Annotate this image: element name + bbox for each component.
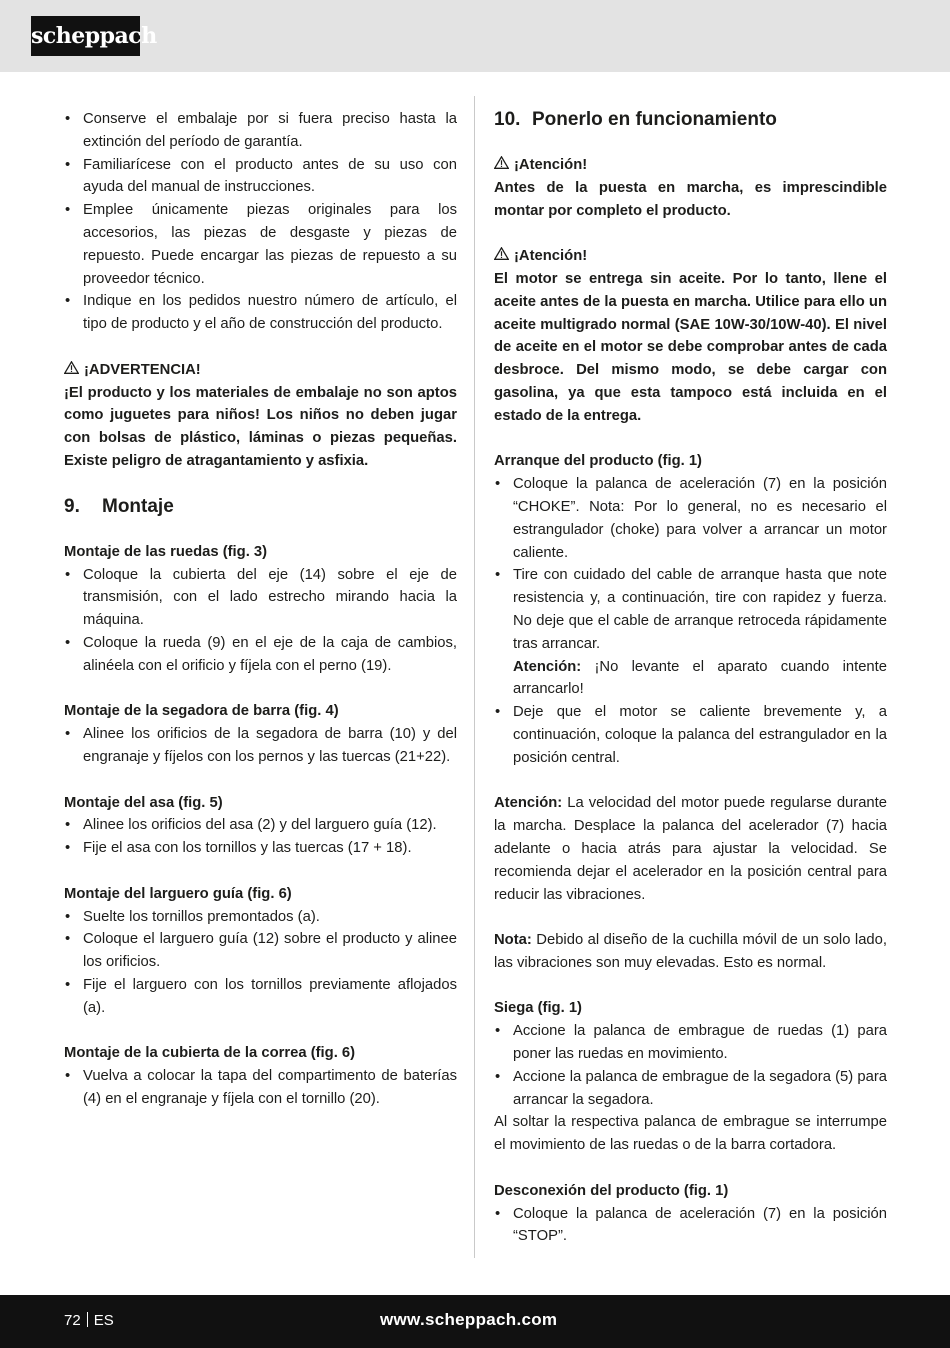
attention-title (494, 245, 887, 268)
warning-title-text: ¡ADVERTENCIA! (84, 361, 201, 378)
page-number-value: 72 (64, 1312, 81, 1329)
list-item-text: Tire con cuidado del cable de arranque hasta que note resistencia y, a continuación, tire con rapidez y fuerza. No deje que el cable de arranque retroceda rápidamente tras arrancar. (513, 567, 887, 652)
footer-bar (0, 1295, 950, 1348)
list-item: • Suelte los tornillos premontados (a). (64, 906, 457, 929)
wheels-list (64, 564, 457, 678)
list-item: • Indique en los pedidos nuestro número de artículo, el tipo de producto y el año de construcción del producto. (64, 290, 457, 336)
attention-text: Antes de la puesta en marcha, es imprescindible montar por completo el producto. (494, 179, 887, 219)
section-number: 10. (494, 109, 521, 130)
separator (87, 1312, 88, 1327)
subheading-wheels: Montaje de las ruedas (fig. 3) (64, 543, 268, 560)
section-title: Montaje (102, 495, 174, 517)
mowing-list (494, 1020, 887, 1111)
list-item: • Coloque la palanca de aceleración (7) en la posición “CHOKE”. Nota: Por lo general, no es necesario el estrangulador (choke) para volver a arrancar un motor caliente. (494, 473, 887, 564)
list-item: • Alinee los orificios de la segadora de barra (10) y del engranaje y fíjelos con los pernos y las tuercas (21+22). (64, 723, 457, 769)
subheading-shutdown: Desconexión del producto (fig. 1) (494, 1182, 729, 1199)
subheading-start: Arranque del producto (fig. 1) (494, 453, 702, 470)
list-item: • Accione la palanca de embrague de ruedas (1) para poner las ruedas en movimiento. (494, 1020, 887, 1066)
section-9-heading (64, 495, 457, 519)
warning-title (64, 359, 457, 382)
section-10-heading (494, 108, 887, 132)
list-item: • Coloque la cubierta del eje (14) sobre el eje de transmisión, con el lado estrecho mirando hacia la máquina. (64, 564, 457, 632)
note-text: La velocidad del motor puede regularse durante la marcha. Desplace la palanca del acelerador (7) hacia adelante o hacia atrás para ajustar la velocidad. Se recomienda dejar el acelerador en la posición central para reducir las vibraciones. (494, 795, 887, 903)
belt-cover-list (64, 1065, 457, 1111)
list-item: • Accione la palanca de embrague de la segadora (5) para arrancar la segadora. (494, 1066, 887, 1112)
mowing-text: Al soltar la respectiva palanca de embrague se interrumpe el movimiento de las ruedas o de la barra cortadora. (494, 1114, 887, 1154)
section-number: 9. (64, 495, 80, 517)
attention-text: El motor se entrega sin aceite. Por lo tanto, llene el aceite antes de la puesta en marcha. Utilice para ello un aceite multigrado normal (SAE 10W-30/10W-40). El nivel de aceite en el motor se debe comprobar antes de cada desbroce. Del mismo modo, se debe cargar con gasolina, ya que esta tampoco está incluida en el estado de la entrega. (494, 270, 887, 424)
note-label: Atención: (494, 795, 563, 812)
start-list (494, 473, 887, 769)
list-item: • Emplee únicamente piezas originales para los accesorios, las piezas de desgaste y piezas de repuesto. Puede encargar las piezas de repuesto a su proveedor técnico. (64, 199, 457, 290)
warning-triangle-icon (494, 154, 511, 177)
column-divider (474, 96, 475, 1258)
attention-title-text: ¡Atención! (514, 157, 588, 173)
header-bar (0, 0, 950, 72)
note-label: Nota: (494, 932, 532, 949)
list-item: • Coloque el larguero guía (12) sobre el producto y alinee los orificios. (64, 928, 457, 974)
attention-title (494, 154, 887, 177)
list-item: • Alinee los orificios del asa (2) y del larguero guía (12). (64, 814, 457, 837)
subheading-mowing: Siega (fig. 1) (494, 1000, 582, 1017)
section-title: Ponerlo en funcionamiento (532, 109, 777, 130)
list-item: • Fije el asa con los tornillos y las tuercas (17 + 18). (64, 837, 457, 860)
list-item: • Fije el larguero con los tornillos previamente aflojados (a). (64, 974, 457, 1020)
warning-triangle-icon (64, 359, 81, 382)
vibration-note (494, 929, 887, 975)
speed-note (494, 792, 887, 906)
scheppach-logo: scheppach (31, 16, 140, 56)
subheading-belt-cover: Montaje de la cubierta de la correa (fig. 6) (64, 1045, 356, 1062)
mower-bar-list (64, 723, 457, 769)
intro-list (64, 108, 457, 336)
subheading-mower-bar: Montaje de la segadora de barra (fig. 4) (64, 703, 339, 720)
list-item: • Vuelva a colocar la tapa del compartimento de baterías (4) en el engranaje y fíjela con el tornillo (20). (64, 1065, 457, 1111)
list-item (494, 564, 887, 701)
warning-triangle-icon (494, 245, 511, 268)
list-item: • Coloque la palanca de aceleración (7) en la posición “STOP”. (494, 1203, 887, 1249)
list-item: • Deje que el motor se caliente brevemente y, a continuación, coloque la palanca del estrangulador en la posición central. (494, 701, 887, 769)
handle-list (64, 814, 457, 860)
subheading-handle: Montaje del asa (fig. 5) (64, 794, 223, 811)
warning-text: ¡El producto y los materiales de embalaje no son aptos como juguetes para niños! Los niños no deben jugar con bolsas de plástico, láminas o piezas pequeñas. Existe peligro de atragantamiento y asfixia. (64, 384, 457, 469)
note-label: Atención: (513, 658, 582, 675)
list-item: • Familiarícese con el producto antes de su uso con ayuda del manual de instrucciones. (64, 154, 457, 200)
note-text: ¡No levante el aparato cuando intente arrancarlo! (513, 658, 887, 698)
left-column (64, 108, 457, 1111)
note-text: Debido al diseño de la cuchilla móvil de un solo lado, las vibraciones son muy elevadas. Esto es normal. (494, 932, 887, 971)
subheading-guide-bar: Montaje del larguero guía (fig. 6) (64, 885, 292, 902)
list-item: • Coloque la rueda (9) en el eje de la caja de cambios, alinéela con el orificio y fíjela con el perno (19). (64, 632, 457, 678)
attention-title-text: ¡Atención! (514, 248, 588, 265)
guide-bar-list (64, 906, 457, 1020)
page-number (64, 1310, 114, 1332)
website-url: www.scheppach.com (380, 1310, 558, 1329)
start-note (513, 656, 887, 702)
right-column (494, 108, 887, 1248)
list-item: • Conserve el embalaje por si fuera preciso hasta la extinción del período de garantía. (64, 108, 457, 154)
language-code: ES (93, 1312, 114, 1329)
shutdown-list (494, 1203, 887, 1249)
